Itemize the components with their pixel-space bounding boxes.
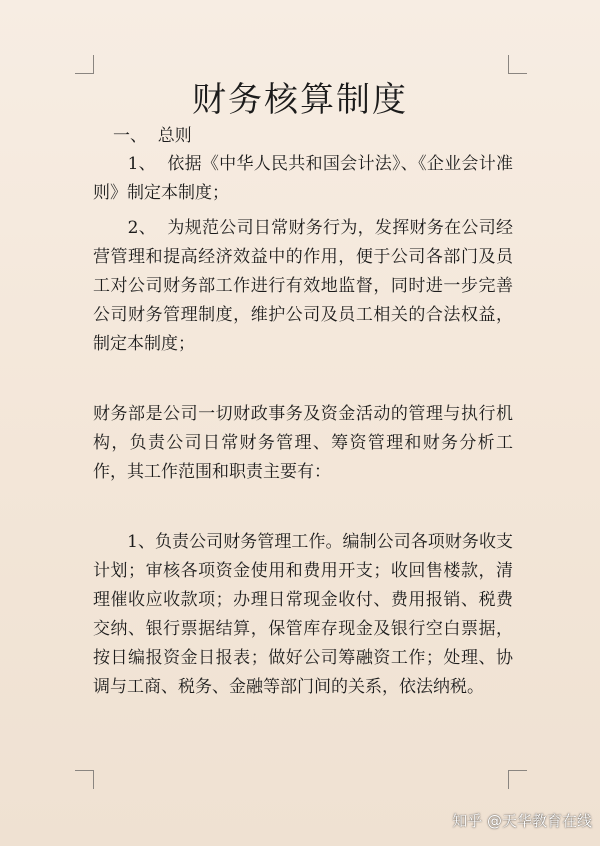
watermark: 知乎 @天华教育在线 xyxy=(452,812,592,830)
crop-mark-bottom-right xyxy=(508,770,527,789)
document-title: 财务核算制度 xyxy=(192,80,408,120)
crop-mark-bottom-left xyxy=(75,770,94,789)
clause-1-paragraph: 1、 依据《中华人民共和国会计法》、《企业会计准则》制定本制度； xyxy=(93,154,513,203)
duty-1-paragraph: 1、负责公司财务管理工作。编制公司各项财务收支计划；审核各项资金使用和费用开支；收回售楼款，清理催收应收款项；办理日常现金收付、费用报销、税费交纳、银行票据结算，保管库存现金及银行空白票据，按日编报资金日报表；做好公司筹融资工作；处理、协调与工商、税务、金融等部门间的关系，依法纳税。 xyxy=(93,532,513,697)
finance-department-paragraph: 财务部是公司一切财政事务及资金活动的管理与执行机构，负责公司日常财务管理、筹资管理和财务分析工作，其工作范围和职责主要有： xyxy=(93,404,513,482)
clause-2-paragraph: 2、 为规范公司日常财务行为，发挥财务在公司经营管理和提高经济效益中的作用，便于公司各部门及员工对公司财务部工作进行有效地监督，同时进一步完善公司财务管理制度，维护公司及员工相关的合法权益，制定本制度； xyxy=(93,218,513,354)
section-heading: 一、 总则 xyxy=(113,126,192,146)
